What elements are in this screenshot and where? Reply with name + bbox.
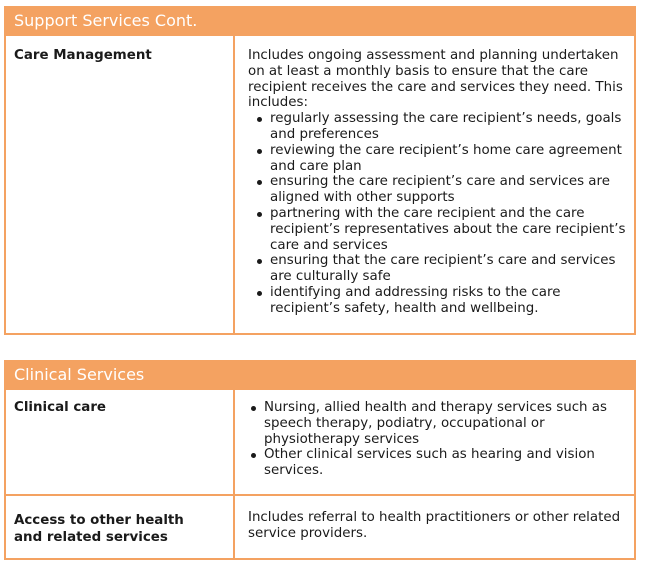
row-label-text: Clinical care — [14, 400, 107, 415]
row-intro-text: Includes ongoing assessment and planning undertaken on at least a monthly basis to ensure that the care recipient receives the care and services they need. This includes: — [248, 48, 623, 111]
clinical-services-table — [4, 360, 636, 560]
bullet-list — [248, 111, 626, 316]
table-row — [6, 494, 634, 560]
list-item: partnering with the care recipient and the care recipient’s representatives about the care recipient’s care and services — [270, 205, 626, 253]
list-item: regularly assessing the care recipient’s needs, goals and preferences — [270, 111, 626, 143]
row-label — [6, 496, 235, 560]
row-content — [235, 496, 634, 560]
support-services-table — [4, 6, 636, 335]
row-text: Includes referral to health practitioners or other related service providers. — [248, 510, 621, 541]
list-item: ensuring that the care recipient’s care and services are culturally safe — [270, 253, 626, 285]
list-item: identifying and addressing risks to the care recipient’s safety, health and wellbeing. — [270, 285, 626, 317]
list-item: reviewing the care recipient’s home care agreement and care plan — [270, 143, 626, 175]
list-item: Other clinical services such as hearing and vision services. — [264, 447, 626, 479]
table-header: Support Services Cont. — [6, 8, 634, 34]
row-content — [235, 36, 634, 335]
row-label-text: Care Management — [14, 48, 152, 63]
table-row — [6, 388, 634, 494]
row-content — [235, 390, 634, 494]
row-label-line: Access to other health — [14, 513, 184, 528]
list-item: ensuring the care recipient’s care and services are aligned with other supports — [270, 174, 626, 206]
table-header: Clinical Services — [6, 362, 634, 388]
row-label — [6, 36, 235, 335]
bullet-list — [248, 400, 626, 479]
table-row — [6, 34, 634, 335]
row-label — [6, 390, 235, 494]
row-label-line: and related services — [14, 530, 168, 545]
list-item: Nursing, allied health and therapy services such as speech therapy, podiatry, occupational or physiotherapy services — [264, 400, 626, 447]
